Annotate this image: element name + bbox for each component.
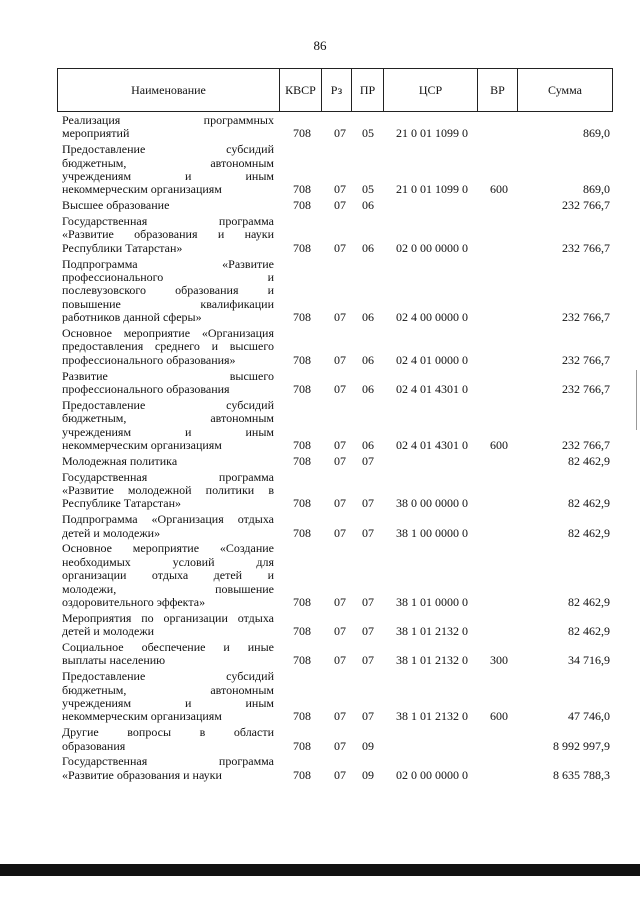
table-row — [60, 455, 612, 468]
scan-bottom-bar — [0, 864, 640, 876]
cell-csr: 21 0 01 1099 0 — [396, 126, 468, 141]
row-name — [62, 471, 274, 511]
cell-rz: 07 — [334, 767, 346, 782]
cell-kvsr: 708 — [293, 310, 311, 325]
table-row — [60, 670, 612, 724]
cell-kvsr: 708 — [293, 709, 311, 724]
row-name — [62, 114, 274, 141]
table-header — [57, 68, 613, 112]
row-name-line: некоммерческим организациям — [62, 182, 222, 197]
header-sum: Сумма — [548, 83, 582, 97]
row-name-line: профессионального и — [62, 270, 274, 284]
cell-csr: 38 1 01 2132 0 — [396, 653, 468, 668]
row-name-line: образования — [62, 738, 126, 753]
row-name-line: Основное мероприятие «Организация — [62, 326, 274, 340]
cell-pr: 06 — [362, 240, 374, 255]
cell-rz: 07 — [334, 310, 346, 325]
cell-kvsr: 708 — [293, 240, 311, 255]
row-name-line: необходимых условий для — [62, 554, 274, 569]
cell-sum: 82 462,9 — [568, 525, 610, 540]
cell-csr: 38 1 01 0000 0 — [396, 594, 468, 609]
header-vr: ВР — [478, 69, 518, 111]
row-name-line: Предоставление субсидий — [62, 669, 274, 684]
table-row — [60, 258, 612, 325]
cell-rz: 07 — [334, 594, 346, 609]
row-name-line: профессионального образования» — [62, 352, 236, 367]
row-name-line: детей и молодежи» — [62, 525, 161, 540]
cell-csr: 02 4 00 0000 0 — [396, 310, 468, 325]
row-name — [62, 143, 274, 197]
row-name-line: Мероприятия по организации отдыха — [62, 610, 274, 625]
row-name-line: некоммерческим организациям — [62, 709, 222, 724]
cell-rz: 07 — [334, 437, 346, 452]
cell-csr: 02 4 01 0000 0 — [396, 352, 468, 367]
row-name-line: детей и молодежи — [62, 624, 155, 639]
cell-rz: 07 — [334, 126, 346, 141]
cell-pr: 06 — [362, 198, 374, 213]
cell-vr: 600 — [490, 709, 508, 724]
scan-margin-mark — [636, 370, 637, 430]
cell-pr: 06 — [362, 437, 374, 452]
cell-kvsr: 708 — [293, 198, 311, 213]
row-name-line: «Развитие молодежной политики в — [62, 483, 274, 497]
row-name — [62, 258, 274, 325]
cell-sum: 232 766,7 — [562, 310, 610, 325]
cell-rz: 07 — [334, 525, 346, 540]
cell-rz: 07 — [334, 624, 346, 639]
row-name-line: выплаты населению — [62, 653, 166, 668]
row-name-line: повышение квалификации — [62, 296, 274, 311]
cell-csr: 02 0 00 0000 0 — [396, 240, 468, 255]
cell-rz: 07 — [334, 381, 346, 396]
table-row — [60, 471, 612, 511]
row-name-line: Высшее образование — [62, 198, 170, 213]
cell-rz: 07 — [334, 240, 346, 255]
row-name-line: Подпрограмма «Развитие — [62, 256, 274, 271]
cell-csr: 38 1 01 2132 0 — [396, 709, 468, 724]
cell-sum: 82 462,9 — [568, 624, 610, 639]
cell-kvsr: 708 — [293, 453, 311, 468]
cell-kvsr: 708 — [293, 738, 311, 753]
cell-pr: 06 — [362, 352, 374, 367]
row-name — [62, 670, 274, 724]
cell-kvsr: 708 — [293, 653, 311, 668]
cell-sum: 47 746,0 — [568, 709, 610, 724]
cell-pr: 07 — [362, 624, 374, 639]
row-name-line: Республики Татарстан» — [62, 240, 183, 255]
cell-pr: 07 — [362, 496, 374, 511]
cell-rz: 07 — [334, 453, 346, 468]
row-name-line: оздоровительного эффекта» — [62, 595, 206, 610]
row-name — [62, 612, 274, 639]
cell-vr: 600 — [490, 182, 508, 197]
cell-pr: 06 — [362, 310, 374, 325]
row-name-line: предоставления среднего и высшего — [62, 339, 274, 354]
cell-sum: 232 766,7 — [562, 198, 610, 213]
cell-kvsr: 708 — [293, 624, 311, 639]
table-row — [60, 199, 612, 212]
cell-csr: 02 4 01 4301 0 — [396, 437, 468, 452]
row-name — [62, 327, 274, 367]
cell-pr: 05 — [362, 126, 374, 141]
row-name-line: учреждениям и иным — [62, 696, 274, 710]
cell-sum: 232 766,7 — [562, 240, 610, 255]
cell-rz: 07 — [334, 352, 346, 367]
cell-kvsr: 708 — [293, 352, 311, 367]
cell-kvsr: 708 — [293, 381, 311, 396]
cell-kvsr: 708 — [293, 437, 311, 452]
cell-vr: 300 — [490, 653, 508, 668]
cell-pr: 06 — [362, 381, 374, 396]
cell-sum: 232 766,7 — [562, 437, 610, 452]
cell-sum: 869,0 — [583, 182, 610, 197]
table-row — [60, 327, 612, 367]
table-row — [60, 215, 612, 255]
row-name — [62, 399, 274, 453]
row-name-line: Предоставление субсидий — [62, 397, 274, 412]
cell-rz: 07 — [334, 653, 346, 668]
row-name-line: мероприятий — [62, 126, 130, 141]
cell-pr: 07 — [362, 453, 374, 468]
table-row — [60, 612, 612, 639]
cell-sum: 34 716,9 — [568, 653, 610, 668]
row-name-line: организации отдыха детей и — [62, 568, 274, 583]
table-row — [60, 513, 612, 540]
header-pr: ПР — [352, 69, 384, 111]
cell-kvsr: 708 — [293, 594, 311, 609]
header-name: Наименование — [58, 69, 280, 111]
row-name-line: молодежи, повышение — [62, 581, 274, 596]
cell-rz: 07 — [334, 738, 346, 753]
cell-sum: 82 462,9 — [568, 453, 610, 468]
row-name-line: Социальное обеспечение и иные — [62, 640, 274, 654]
row-name — [62, 215, 274, 255]
cell-csr: 38 0 00 0000 0 — [396, 496, 468, 511]
cell-kvsr: 708 — [293, 496, 311, 511]
cell-csr: 38 1 01 2132 0 — [396, 624, 468, 639]
table-row — [60, 399, 612, 453]
row-name — [62, 641, 274, 668]
table-row — [60, 143, 612, 197]
cell-vr: 600 — [490, 437, 508, 452]
row-name — [62, 199, 274, 212]
cell-pr: 07 — [362, 525, 374, 540]
row-name-line: Предоставление субсидий — [62, 142, 274, 157]
table-row — [60, 114, 612, 141]
row-name-line: бюджетным, автономным — [62, 155, 274, 170]
table-row — [60, 370, 612, 397]
row-name-line: учреждениям и иным — [62, 424, 274, 439]
cell-kvsr: 708 — [293, 126, 311, 141]
cell-rz: 07 — [334, 198, 346, 213]
cell-csr: 38 1 00 0000 0 — [396, 525, 468, 540]
row-name-line: бюджетным, автономным — [62, 682, 274, 697]
row-name-line: Молодежная политика — [62, 453, 178, 468]
cell-pr: 07 — [362, 594, 374, 609]
row-name-line: Республике Татарстан» — [62, 496, 182, 511]
row-name-line: Государственная программа — [62, 214, 274, 228]
row-name — [62, 370, 274, 397]
row-name-line: Реализация программных — [62, 113, 274, 127]
row-name-line: бюджетным, автономным — [62, 411, 274, 426]
cell-pr: 09 — [362, 767, 374, 782]
header-kvsr: КВСР — [280, 69, 322, 111]
cell-sum: 8 992 997,9 — [553, 738, 610, 753]
row-name — [62, 455, 274, 468]
row-name — [62, 755, 274, 782]
header-rz: Рз — [322, 69, 352, 111]
cell-sum: 82 462,9 — [568, 496, 610, 511]
row-name-line: послевузовского образования и — [62, 283, 274, 298]
cell-sum: 232 766,7 — [562, 352, 610, 367]
table-row — [60, 726, 612, 753]
cell-kvsr: 708 — [293, 182, 311, 197]
table-row — [60, 542, 612, 609]
header-csr: ЦСР — [384, 69, 478, 111]
table-row — [60, 641, 612, 668]
cell-csr: 02 4 01 4301 0 — [396, 381, 468, 396]
cell-sum: 232 766,7 — [562, 381, 610, 396]
cell-pr: 07 — [362, 709, 374, 724]
row-name-line: Основное мероприятие «Создание — [62, 541, 274, 556]
cell-pr: 09 — [362, 738, 374, 753]
table-row — [60, 755, 612, 782]
row-name-line: Государственная программа — [62, 469, 274, 484]
row-name-line: Развитие высшего — [62, 368, 274, 383]
cell-pr: 05 — [362, 182, 374, 197]
row-name — [62, 513, 274, 540]
page-number: 86 — [313, 38, 327, 53]
row-name-line: работников данной сферы» — [62, 310, 202, 325]
row-name — [62, 542, 274, 609]
row-name-line: «Развитие образования и науки — [62, 227, 274, 242]
row-name-line: «Развитие образования и науки — [62, 767, 222, 782]
row-name-line: учреждениям и иным — [62, 169, 274, 183]
cell-rz: 07 — [334, 496, 346, 511]
row-name — [62, 726, 274, 753]
cell-kvsr: 708 — [293, 767, 311, 782]
cell-kvsr: 708 — [293, 525, 311, 540]
cell-rz: 07 — [334, 709, 346, 724]
cell-csr: 02 0 00 0000 0 — [396, 767, 468, 782]
row-name-line: профессионального образования — [62, 382, 230, 396]
cell-csr: 21 0 01 1099 0 — [396, 182, 468, 197]
cell-sum: 8 635 788,3 — [553, 767, 610, 782]
row-name-line: Другие вопросы в области — [62, 725, 274, 740]
cell-pr: 07 — [362, 653, 374, 668]
cell-sum: 82 462,9 — [568, 594, 610, 609]
cell-sum: 869,0 — [583, 126, 610, 141]
cell-rz: 07 — [334, 182, 346, 197]
row-name-line: Подпрограмма «Организация отдыха — [62, 512, 274, 527]
row-name-line: Государственная программа — [62, 754, 274, 769]
row-name-line: некоммерческим организациям — [62, 438, 222, 453]
